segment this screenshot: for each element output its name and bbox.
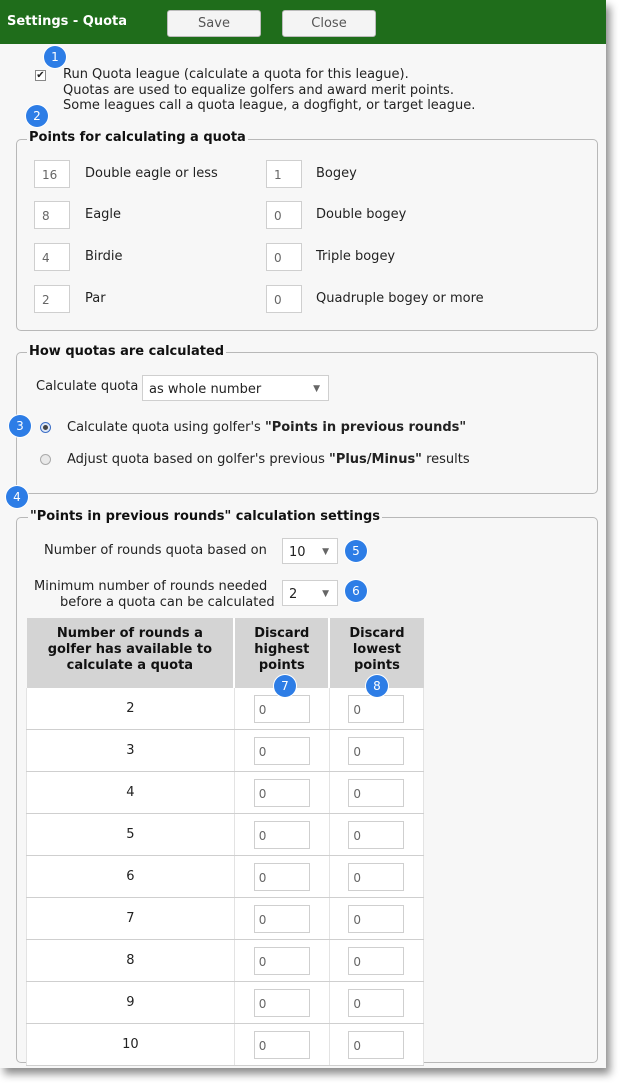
checkmark-icon: ✔ — [36, 70, 45, 81]
points-quadruple-bogey-label: Quadruple bogey or more — [316, 291, 484, 306]
table-row — [27, 856, 424, 898]
rounds-cell: 3 — [27, 730, 235, 772]
discard-high-input[interactable]: 0 — [254, 905, 310, 933]
discard-high-input[interactable]: 0 — [254, 1031, 310, 1059]
option-plus-minus-text: Adjust quota based on golfer's previous — [67, 452, 330, 467]
points-par-input[interactable]: 2 — [34, 285, 70, 313]
discard-low-cell — [329, 940, 423, 982]
header-rounds-available-l3: calculate a quota — [66, 658, 194, 673]
discard-high-input[interactable]: 0 — [254, 821, 310, 849]
table-row — [27, 730, 424, 772]
points-quadruple-bogey-input[interactable]: 0 — [266, 285, 302, 313]
title-bar — [0, 0, 606, 44]
close-button[interactable]: Close — [282, 10, 376, 37]
discard-low-input[interactable]: 0 — [348, 695, 404, 723]
discard-low-input[interactable]: 0 — [348, 821, 404, 849]
save-button[interactable]: Save — [167, 10, 261, 37]
rounds-based-select[interactable] — [282, 538, 338, 564]
discard-high-cell — [234, 1024, 329, 1066]
discard-high-cell — [234, 772, 329, 814]
discard-low-cell — [329, 1024, 423, 1066]
table-row — [27, 688, 424, 730]
callout-badge-2: 2 — [26, 105, 48, 127]
callout-badge-8: 8 — [366, 675, 388, 697]
points-double-bogey-label: Double bogey — [316, 207, 407, 222]
discard-high-cell — [234, 898, 329, 940]
run-quota-checkbox[interactable] — [35, 70, 46, 81]
points-double-eagle-input[interactable]: 16 — [34, 160, 70, 188]
min-rounds-select[interactable] — [282, 580, 338, 606]
prev-legend: "Points in previous rounds" calculation settings — [30, 509, 381, 524]
calc-quota-value: as whole number — [149, 382, 262, 397]
discard-low-input[interactable]: 0 — [348, 779, 404, 807]
callout-badge-3: 3 — [9, 415, 31, 437]
run-quota-label: Run Quota league (calculate a quota for this league). — [63, 67, 409, 82]
points-double-eagle-label: Double eagle or less — [85, 166, 218, 181]
option-points-previous-bold: "Points in previous rounds" — [264, 420, 467, 435]
discard-table — [26, 618, 424, 1066]
points-double-bogey-input[interactable]: 0 — [266, 201, 302, 229]
discard-high-cell — [234, 940, 329, 982]
option-plus-minus-bold: "Plus/Minus" — [329, 452, 422, 467]
option-points-previous-label — [67, 420, 466, 435]
header-discard-highest-l2: highest — [254, 642, 310, 657]
discard-low-input[interactable]: 0 — [348, 989, 404, 1017]
rounds-cell: 10 — [27, 1024, 235, 1066]
header-discard-highest-l1: Discard — [254, 626, 310, 641]
table-row — [27, 982, 424, 1024]
discard-table-header-row — [27, 618, 424, 688]
discard-high-input[interactable]: 0 — [254, 737, 310, 765]
rounds-cell: 7 — [27, 898, 235, 940]
table-row — [27, 1024, 424, 1066]
rounds-based-value: 10 — [289, 545, 306, 560]
points-eagle-input[interactable]: 8 — [34, 201, 70, 229]
triangle-down-icon: ▼ — [322, 547, 329, 557]
discard-low-input[interactable]: 0 — [348, 947, 404, 975]
points-legend: Points for calculating a quota — [29, 130, 246, 145]
discard-high-input[interactable]: 0 — [254, 695, 310, 723]
callout-badge-4: 4 — [6, 486, 28, 508]
discard-low-input[interactable]: 0 — [348, 863, 404, 891]
callout-badge-5: 5 — [345, 540, 367, 562]
header-discard-highest-l3: points — [258, 658, 305, 673]
how-legend: How quotas are calculated — [29, 344, 225, 359]
header-discard-lowest-l1: Discard — [349, 626, 405, 641]
discard-high-cell — [234, 814, 329, 856]
discard-low-input[interactable]: 0 — [348, 737, 404, 765]
option-plus-minus-radio[interactable] — [40, 454, 51, 465]
rounds-based-label: Number of rounds quota based on — [44, 543, 267, 558]
callout-badge-7: 7 — [274, 675, 296, 697]
rounds-cell: 4 — [27, 772, 235, 814]
callout-badge-1: 1 — [44, 46, 66, 68]
option-plus-minus-label — [67, 452, 470, 467]
rounds-cell: 2 — [27, 688, 235, 730]
points-bogey-label: Bogey — [316, 166, 357, 181]
option-plus-minus-suffix: results — [421, 452, 470, 467]
rounds-cell: 6 — [27, 856, 235, 898]
table-row — [27, 940, 424, 982]
discard-low-cell — [329, 814, 423, 856]
discard-low-input[interactable]: 0 — [348, 905, 404, 933]
discard-high-input[interactable]: 0 — [254, 947, 310, 975]
option-points-previous-radio[interactable] — [40, 422, 51, 433]
calc-quota-label: Calculate quota — [36, 379, 139, 394]
triangle-down-icon: ▼ — [322, 589, 329, 599]
discard-low-input[interactable]: 0 — [348, 1031, 404, 1059]
discard-low-cell — [329, 730, 423, 772]
callout-badge-6: 6 — [345, 580, 367, 602]
calc-quota-select[interactable] — [142, 375, 329, 401]
discard-high-input[interactable]: 0 — [254, 779, 310, 807]
table-row — [27, 898, 424, 940]
table-row — [27, 772, 424, 814]
triangle-down-icon: ▼ — [313, 384, 320, 394]
table-row — [27, 814, 424, 856]
discard-high-cell — [234, 982, 329, 1024]
min-rounds-label-2: before a quota can be calculated — [60, 595, 275, 610]
discard-high-cell — [234, 730, 329, 772]
rounds-cell: 5 — [27, 814, 235, 856]
option-points-previous-text: Calculate quota using golfer's — [67, 420, 265, 435]
header-rounds-available-l2: golfer has available to — [47, 642, 213, 657]
min-rounds-label-1: Minimum number of rounds needed — [34, 579, 268, 594]
rounds-cell: 9 — [27, 982, 235, 1024]
run-quota-desc-2: Some leagues call a quota league, a dogfight, or target league. — [63, 98, 476, 113]
discard-high-input[interactable]: 0 — [254, 863, 310, 891]
points-triple-bogey-input[interactable]: 0 — [266, 243, 302, 271]
points-birdie-input[interactable]: 4 — [34, 243, 70, 271]
points-bogey-input[interactable]: 1 — [266, 160, 302, 188]
points-birdie-label: Birdie — [85, 249, 123, 264]
header-rounds-available-l1: Number of rounds a — [56, 626, 203, 641]
header-discard-lowest-l3: points — [353, 658, 400, 673]
points-par-label: Par — [85, 291, 106, 306]
min-rounds-value: 2 — [289, 587, 298, 602]
header-rounds-available — [27, 618, 235, 688]
discard-low-cell — [329, 856, 423, 898]
discard-high-input[interactable]: 0 — [254, 989, 310, 1017]
discard-high-cell — [234, 856, 329, 898]
discard-low-cell — [329, 982, 423, 1024]
window-title: Settings - Quota — [7, 14, 128, 29]
discard-low-cell — [329, 898, 423, 940]
rounds-cell: 8 — [27, 940, 235, 982]
header-discard-lowest-l2: lowest — [352, 642, 401, 657]
points-triple-bogey-label: Triple bogey — [316, 249, 396, 264]
points-eagle-label: Eagle — [85, 207, 122, 222]
discard-low-cell — [329, 772, 423, 814]
run-quota-desc-1: Quotas are used to equalize golfers and award merit points. — [63, 83, 454, 98]
